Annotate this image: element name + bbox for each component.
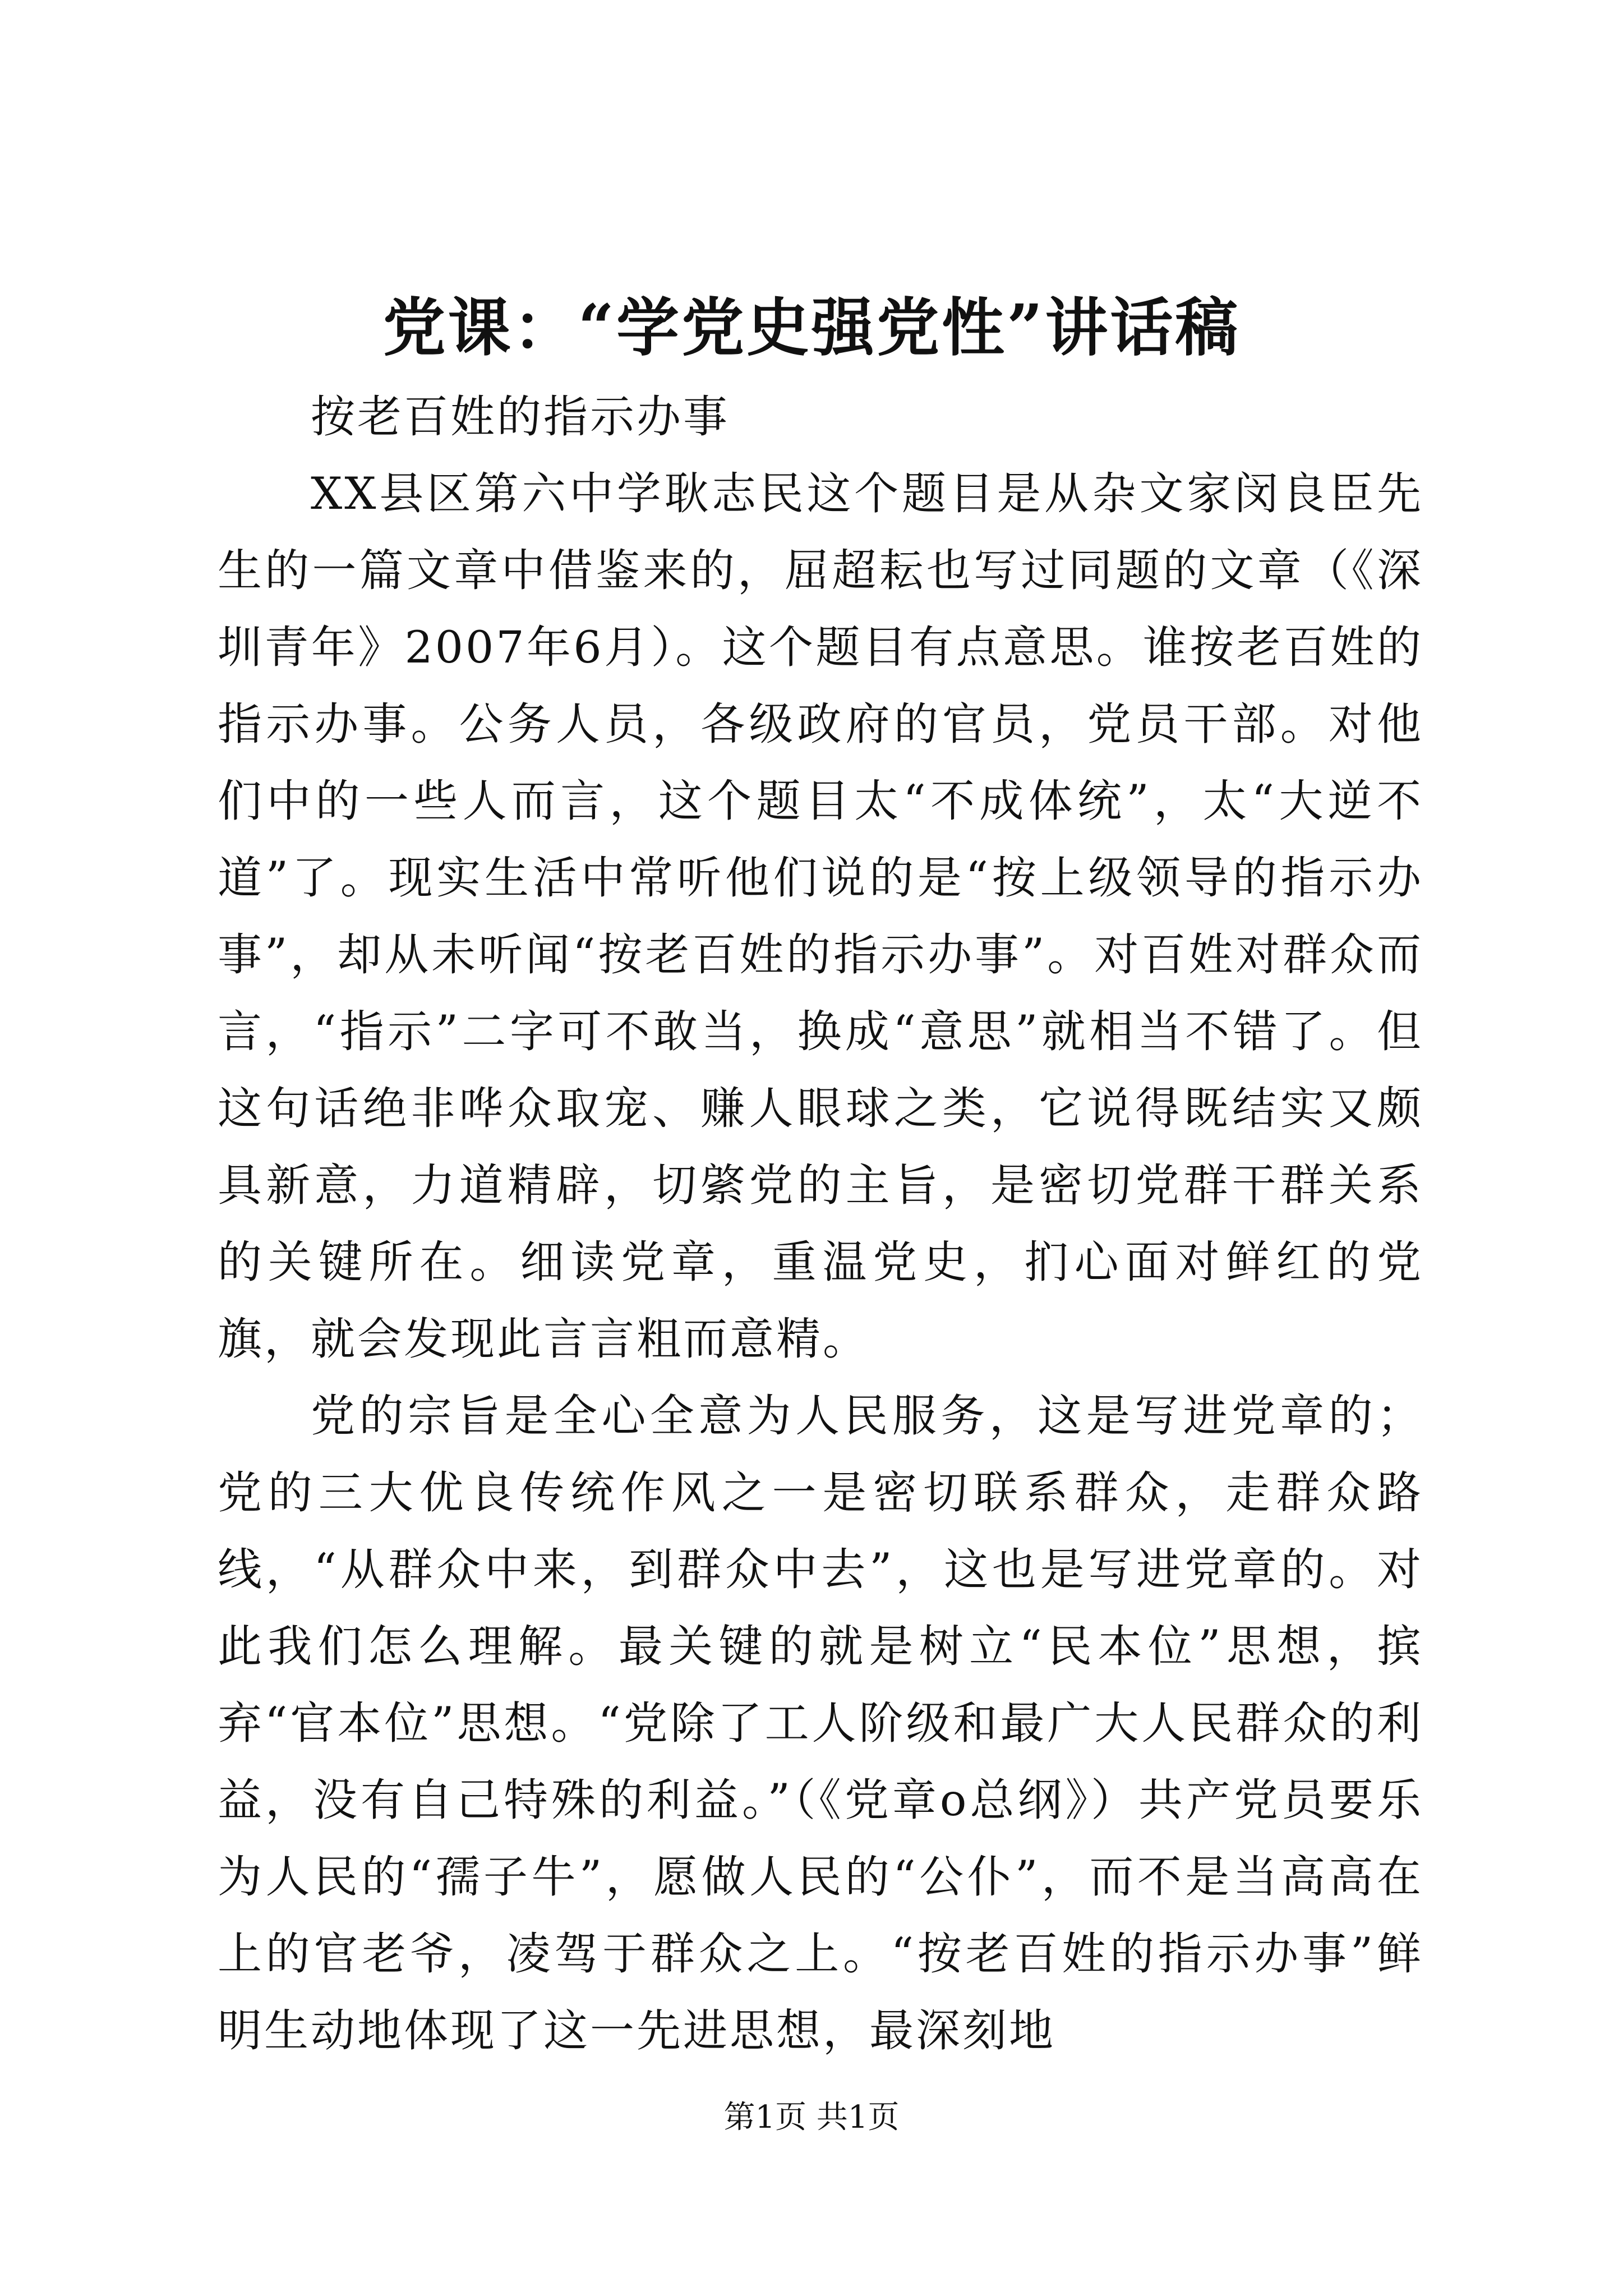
paragraph-heading: 按老百姓的指示办事 bbox=[311, 391, 730, 443]
document-body bbox=[218, 379, 1423, 2069]
paragraph: 党的宗旨是全心全意为人民服务，这是写进党章的；党的三大优良传统作风之一是密切联系群众，走群众路线，“从群众中来，到群众中去”，这也是写进党章的。对此我们怎么理解。最关键的就是树立“民本位”思想，摈弃“官本位”思想。“党除了工人阶级和最广大人民群众的利益，没有自己特殊的利益。”（《党章o总纲》）共产党员要乐为人民的“孺子牛”，愿做人民的“公仆”，而不是当高高在上的官老爷，凌驾于群众之上。“按老百姓的指示办事”鲜明生动地体现了这一先进思想，最深刻地 bbox=[218, 1390, 1423, 2056]
document-title: 党课：“学党史强党性”讲话稿 bbox=[382, 291, 1241, 365]
page-footer: 第1页 共1页 bbox=[723, 2099, 900, 2136]
paragraph: XX县区第六中学耿志民这个题目是从杂文家闵良臣先生的一篇文章中借鉴来的，屈超耘也写过同题的文章（《深圳青年》2007年6月）。这个题目有点意思。谁按老百姓的指示办事。公务人员，各级政府的官员，党员干部。对他们中的一些人而言，这个题目太“不成体统”，太“大逆不道”了。现实生活中常听他们说的是“按上级领导的指示办事”，却从未听闻“按老百姓的指示办事”。对百姓对群众而言，“指示”二字可不敢当，换成“意思”就相当不错了。但这句话绝非哗众取宠、赚人眼球之类，它说得既结实又颇具新意，力道精辟，切綮党的主旨，是密切党群干群关系的关键所在。细读党章，重温党史，扪心面对鲜红的党旗，就会发现此言言粗而意精。 bbox=[218, 468, 1423, 1365]
